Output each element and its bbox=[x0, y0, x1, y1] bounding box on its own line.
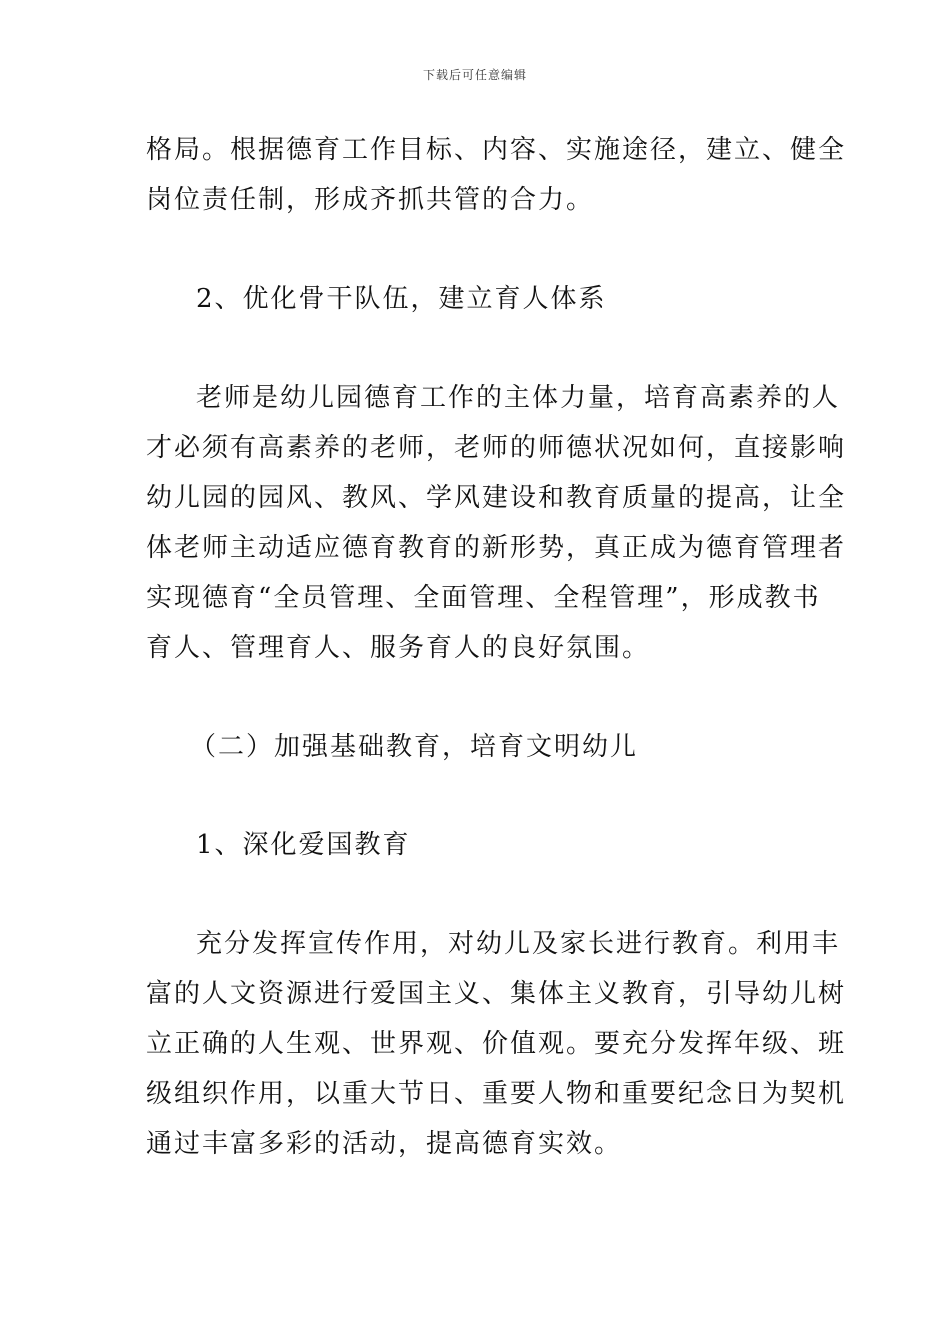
section-heading: （二）加强基础教育，培育文明幼儿 bbox=[190, 732, 639, 762]
paragraph-line: 级组织作用，以重大节日、重要人物和重要纪念日为契机 bbox=[146, 1079, 847, 1109]
section-heading: 1、深化爱国教育 bbox=[196, 830, 411, 860]
paragraph-line: 充分发挥宣传作用，对幼儿及家长进行教育。利用丰 bbox=[196, 929, 841, 959]
paragraph-line: 育人、管理育人、服务育人的良好氛围。 bbox=[146, 633, 651, 663]
paragraph-line: 岗位责任制，形成齐抓共管的合力。 bbox=[146, 185, 595, 215]
paragraph-line: 通过丰富多彩的活动，提高德育实效。 bbox=[146, 1129, 623, 1159]
header-note: 下载后可任意编辑 bbox=[422, 68, 527, 82]
paragraph-line: 富的人文资源进行爱国主义、集体主义教育，引导幼儿树 bbox=[146, 979, 847, 1009]
paragraph-line: 立正确的人生观、世界观、价值观。要充分发挥年级、班 bbox=[146, 1029, 847, 1059]
paragraph-line: 才必须有高素养的老师，老师的师德状况如何，直接影响 bbox=[146, 433, 847, 463]
paragraph-line: 幼儿园的园风、教风、学风建设和教育质量的提高，让全 bbox=[146, 483, 847, 513]
paragraph-line: 实现德育“全员管理、全面管理、全程管理”，形成教书 bbox=[146, 583, 821, 613]
section-heading: 2、优化骨干队伍，建立育人体系 bbox=[196, 284, 607, 314]
paragraph-line: 老师是幼儿园德育工作的主体力量，培育高素养的人 bbox=[196, 383, 841, 413]
paragraph-line: 格局。根据德育工作目标、内容、实施途径，建立、健全 bbox=[146, 135, 847, 165]
paragraph-line: 体老师主动适应德育教育的新形势，真正成为德育管理者 bbox=[146, 533, 847, 563]
